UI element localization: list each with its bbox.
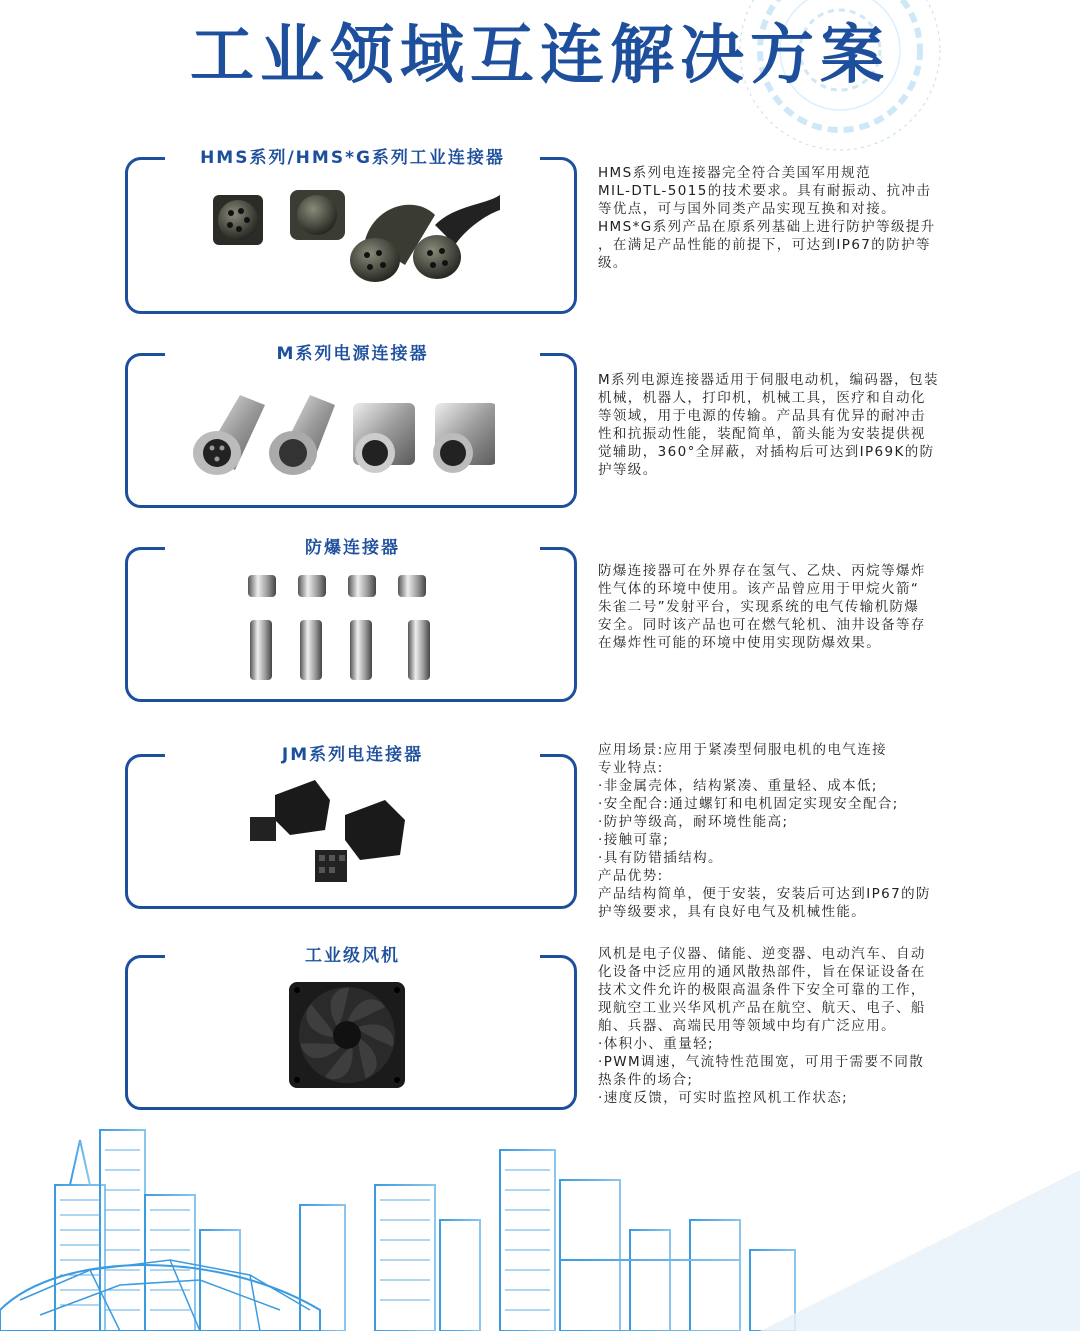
section-title-hms: HMS系列/HMS*G系列工业连接器 [165,145,540,171]
desc-line: ·接触可靠; [598,832,670,848]
desc-line: ·体积小、重量轻; [598,1036,714,1052]
desc-line: ，在满足产品性能的前提下，可达到IP67的防护等 [598,237,931,253]
desc-line: HMS*G系列产品在原系列基础上进行防护等级提升 [598,219,936,235]
city-skyline-illustration [0,1110,1080,1331]
desc-line: 性气体的环境中使用。该产品曾应用于甲烷火箭“ [598,581,920,597]
page-title: 工业领域互连解决方案 [190,19,890,93]
desc-line: 产品结构简单，便于安装，安装后可达到IP67的防 [598,886,931,902]
desc-line: M系列电源连接器适用于伺服电动机，编码器，包装 [598,372,939,388]
desc-line: ·非金属壳体，结构紧凑、重量轻、成本低; [598,778,878,794]
desc-line: 朱雀二号”发射平台，实现系统的电气传输机防爆 [598,599,920,615]
section-title-fan: 工业级风机 [165,943,540,969]
jm-connectors-image [245,775,425,890]
desc-line: 防爆连接器可在外界存在氢气、乙炔、丙烷等爆炸 [598,563,926,579]
desc-line: 护等级要求，具有良好电气及机械性能。 [598,904,867,920]
section-title-jm: JM系列电连接器 [165,742,540,768]
desc-line: HMS系列电连接器完全符合美国军用规范 [598,165,871,181]
desc-line: 机械，机器人，打印机，机械工具，医疗和自动化 [598,390,926,406]
desc-line: 护等级。 [598,462,658,478]
desc-line: 产品优势: [598,868,664,884]
desc-line: 应用场景:应用于紧凑型伺服电机的电气连接 [598,742,888,758]
desc-line: 现航空工业兴华风机产品在航空、航天、电子、船 [598,1000,926,1016]
section-desc-hms [598,164,988,272]
desc-line: ·安全配合:通过螺钉和电机固定实现安全配合; [598,796,899,812]
desc-line: ·防护等级高，耐环境性能高; [598,814,789,830]
desc-line: ·具有防错插结构。 [598,850,723,866]
desc-line: 觉辅助，360°全屏蔽，对插构后可达到IP69K的防 [598,444,935,460]
desc-line: 等领域，用于电源的传输。产品具有优异的耐冲击 [598,408,926,424]
explosion-proof-connectors-image [240,570,450,685]
section-desc-explosion-proof [598,562,988,652]
section-title-explosion-proof: 防爆连接器 [165,535,540,561]
desc-line: 安全。同时该产品也可在燃气轮机、油井设备等存 [598,617,926,633]
desc-line: 等优点，可与国外同类产品实现互换和对接。 [598,201,896,217]
desc-line: ·速度反馈，可实时监控风机工作状态; [598,1090,849,1106]
desc-line: 风机是电子仪器、储能、逆变器、电动汽车、自动 [598,946,926,962]
desc-line: MIL-DTL-5015的技术要求。具有耐振动、抗冲击 [598,183,932,199]
desc-line: 技术文件允许的极限高温条件下安全可靠的工作， [598,982,926,998]
section-desc-jm [598,741,988,921]
section-desc-fan [598,945,988,1107]
hms-connectors-image [205,185,505,295]
section-desc-m [598,371,988,479]
industrial-fan-image [287,980,407,1090]
section-title-m: M系列电源连接器 [165,341,540,367]
desc-line: 热条件的场合; [598,1072,694,1088]
desc-line: 级。 [598,255,628,271]
m-series-connectors-image [185,385,495,480]
desc-line: 化设备中泛应用的通风散热部件，旨在保证设备在 [598,964,926,980]
desc-line: 性和抗振动性能，装配简单，箭头能为安装提供视 [598,426,926,442]
desc-line: ·PWM调速，气流特性范围宽，可用于需要不同散 [598,1054,925,1070]
desc-line: 舶、兵器、高端民用等领域中均有广泛应用。 [598,1018,896,1034]
desc-line: 专业特点: [598,760,664,776]
desc-line: 在爆炸性可能的环境中使用实现防爆效果。 [598,635,882,651]
